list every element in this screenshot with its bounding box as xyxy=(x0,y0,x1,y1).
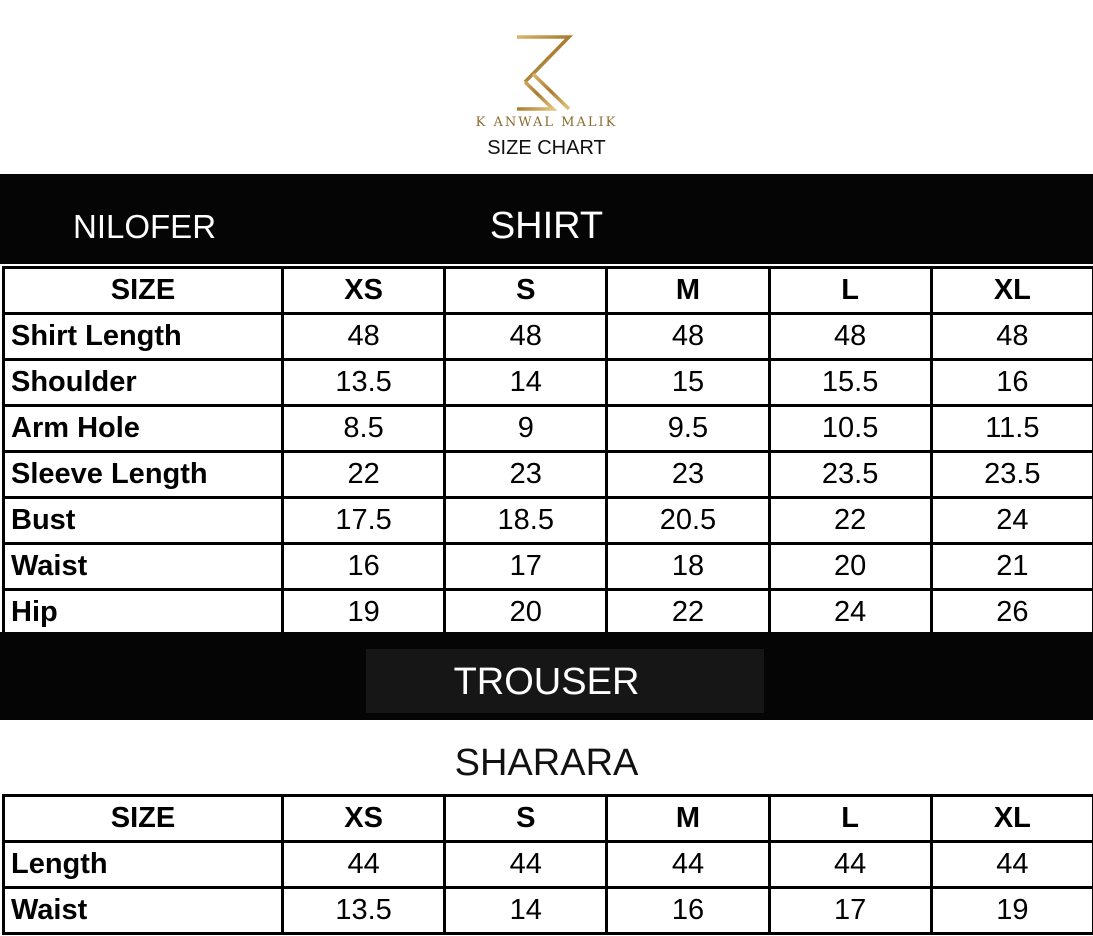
table-cell: 18.5 xyxy=(445,498,607,544)
trouser-size-table xyxy=(2,794,1093,935)
table-cell: 23 xyxy=(445,452,607,498)
table-cell: 44 xyxy=(769,842,931,888)
table-cell: 44 xyxy=(445,842,607,888)
table-cell: 17 xyxy=(445,544,607,590)
table-header-row xyxy=(4,268,1093,314)
column-header: SIZE xyxy=(4,268,283,314)
table-cell: 15.5 xyxy=(769,360,931,406)
shirt-size-table xyxy=(2,266,1093,637)
column-header: XL xyxy=(931,268,1093,314)
table-cell: 15 xyxy=(607,360,769,406)
column-header: SIZE xyxy=(4,796,283,842)
table-cell: 22 xyxy=(769,498,931,544)
table-cell: 22 xyxy=(283,452,445,498)
table-header-row xyxy=(4,796,1093,842)
row-label: Hip xyxy=(4,590,283,636)
table-cell: 44 xyxy=(607,842,769,888)
table-cell: 23 xyxy=(607,452,769,498)
table-cell: 14 xyxy=(445,888,607,934)
table-row xyxy=(4,544,1093,590)
column-header: L xyxy=(769,796,931,842)
table-cell: 16 xyxy=(931,360,1093,406)
table-cell: 9 xyxy=(445,406,607,452)
table-cell: 16 xyxy=(283,544,445,590)
table-cell: 24 xyxy=(769,590,931,636)
table-cell: 13.5 xyxy=(283,360,445,406)
table-cell: 23.5 xyxy=(931,452,1093,498)
table-cell: 14 xyxy=(445,360,607,406)
column-header: S xyxy=(445,796,607,842)
row-label: Arm Hole xyxy=(4,406,283,452)
table-cell: 19 xyxy=(931,888,1093,934)
table-cell: 21 xyxy=(931,544,1093,590)
table-cell: 20 xyxy=(769,544,931,590)
column-header: S xyxy=(445,268,607,314)
column-header: XL xyxy=(931,796,1093,842)
trouser-style-title: SHARARA xyxy=(454,742,639,784)
trouser-header-band xyxy=(0,632,1093,720)
row-label: Shoulder xyxy=(4,360,283,406)
table-row xyxy=(4,406,1093,452)
column-header: M xyxy=(607,268,769,314)
column-header: XS xyxy=(283,796,445,842)
table-cell: 19 xyxy=(283,590,445,636)
table-row xyxy=(4,888,1093,934)
shirt-header-band xyxy=(0,174,1093,264)
table-cell: 48 xyxy=(445,314,607,360)
shirt-section-label: SHIRT xyxy=(489,205,604,247)
table-cell: 26 xyxy=(931,590,1093,636)
table-cell: 23.5 xyxy=(769,452,931,498)
row-label: Shirt Length xyxy=(4,314,283,360)
table-cell: 8.5 xyxy=(283,406,445,452)
table-row xyxy=(4,360,1093,406)
table-cell: 16 xyxy=(607,888,769,934)
column-header: M xyxy=(607,796,769,842)
page-title: SIZE CHART xyxy=(487,137,606,159)
table-row xyxy=(4,590,1093,636)
row-label: Length xyxy=(4,842,283,888)
row-label: Sleeve Length xyxy=(4,452,283,498)
km-monogram-icon xyxy=(511,34,573,112)
table-row xyxy=(4,452,1093,498)
brand-name: K ANWAL MALIK xyxy=(475,115,618,130)
table-cell: 24 xyxy=(931,498,1093,544)
table-cell: 13.5 xyxy=(283,888,445,934)
table-cell: 48 xyxy=(283,314,445,360)
row-label: Waist xyxy=(4,544,283,590)
table-cell: 22 xyxy=(607,590,769,636)
table-cell: 17.5 xyxy=(283,498,445,544)
table-cell: 48 xyxy=(931,314,1093,360)
column-header: XS xyxy=(283,268,445,314)
table-cell: 17 xyxy=(769,888,931,934)
table-cell: 48 xyxy=(607,314,769,360)
table-cell: 20.5 xyxy=(607,498,769,544)
table-cell: 44 xyxy=(283,842,445,888)
table-cell: 10.5 xyxy=(769,406,931,452)
table-row xyxy=(4,314,1093,360)
table-row xyxy=(4,498,1093,544)
row-label: Bust xyxy=(4,498,283,544)
table-cell: 44 xyxy=(931,842,1093,888)
trouser-section-label: TROUSER xyxy=(453,661,640,703)
table-cell: 11.5 xyxy=(931,406,1093,452)
row-label: Waist xyxy=(4,888,283,934)
table-cell: 48 xyxy=(769,314,931,360)
collection-name: NILOFER xyxy=(73,208,217,245)
table-row xyxy=(4,842,1093,888)
table-cell: 20 xyxy=(445,590,607,636)
column-header: L xyxy=(769,268,931,314)
table-cell: 18 xyxy=(607,544,769,590)
table-cell: 9.5 xyxy=(607,406,769,452)
